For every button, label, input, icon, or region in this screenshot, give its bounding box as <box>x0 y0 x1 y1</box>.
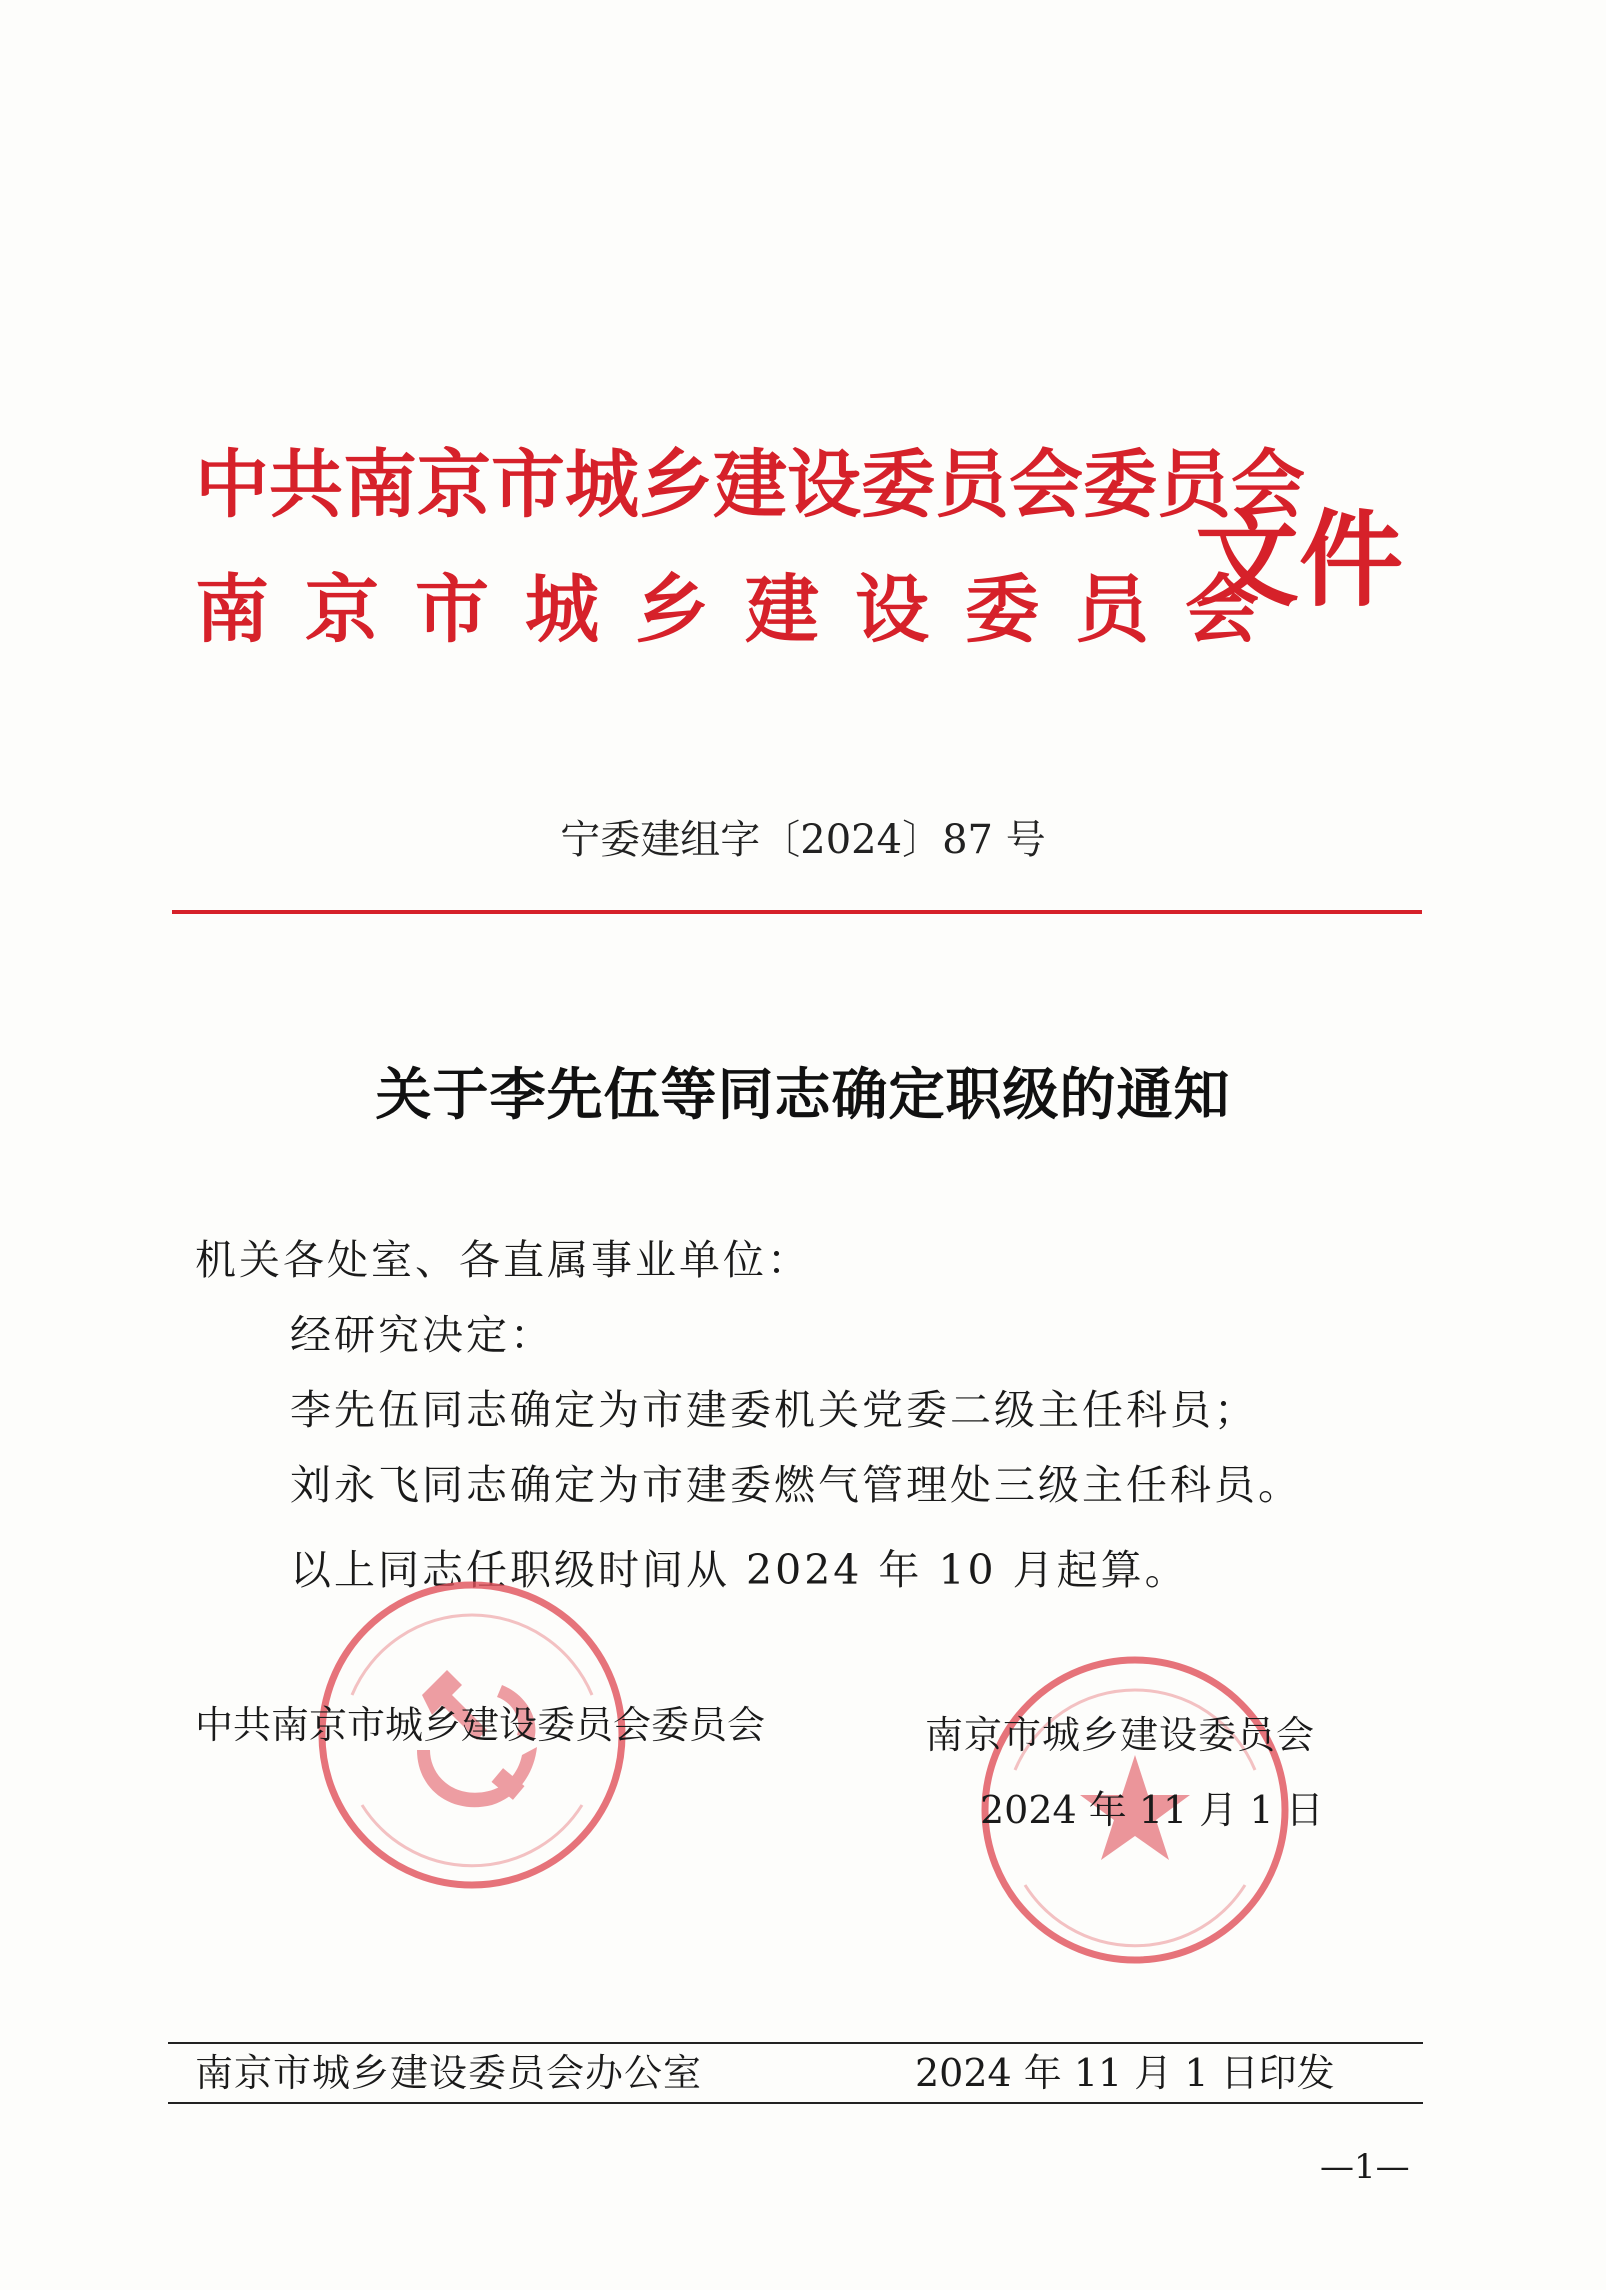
page-number: —1— <box>1320 2147 1410 2187</box>
signature-left: 中共南京市城乡建设委员会委员会 <box>195 1703 766 1747</box>
paragraph-2: 李先伍同志确定为市建委机关党委二级主任科员； <box>290 1386 1258 1434</box>
document-title: 关于李先伍等同志确定职级的通知 <box>375 1062 1231 1128</box>
footer-rule-top <box>168 2042 1423 2044</box>
masthead-suffix: 文件 <box>1195 498 1404 621</box>
signature-right: 南京市城乡建设委员会 <box>925 1713 1316 1757</box>
paragraph-3: 刘永飞同志确定为市建委燃气管理处三级主任科员。 <box>290 1461 1302 1509</box>
masthead-line-2: 南京市城乡建设委员会 <box>195 567 1295 653</box>
salutation: 机关各处室、各直属事业单位： <box>195 1236 811 1284</box>
footer-issued-date: 2024 年 11 月 1 日印发 <box>915 2051 1335 2095</box>
signature-date: 2024 年 11 月 1 日 <box>980 1788 1324 1832</box>
footer-rule-bottom <box>168 2102 1423 2104</box>
red-masthead <box>195 440 1415 690</box>
masthead-line-1: 中共南京市城乡建设委员会委员会 <box>195 442 1305 528</box>
document-number: 宁委建组字〔2024〕87 号 <box>560 817 1046 863</box>
paragraph-4: 以上同志任职级时间从 2024 年 10 月起算。 <box>290 1546 1189 1594</box>
footer-issuer: 南京市城乡建设委员会办公室 <box>195 2051 703 2095</box>
paragraph-1: 经研究决定： <box>290 1311 554 1359</box>
red-separator-line <box>172 910 1422 914</box>
